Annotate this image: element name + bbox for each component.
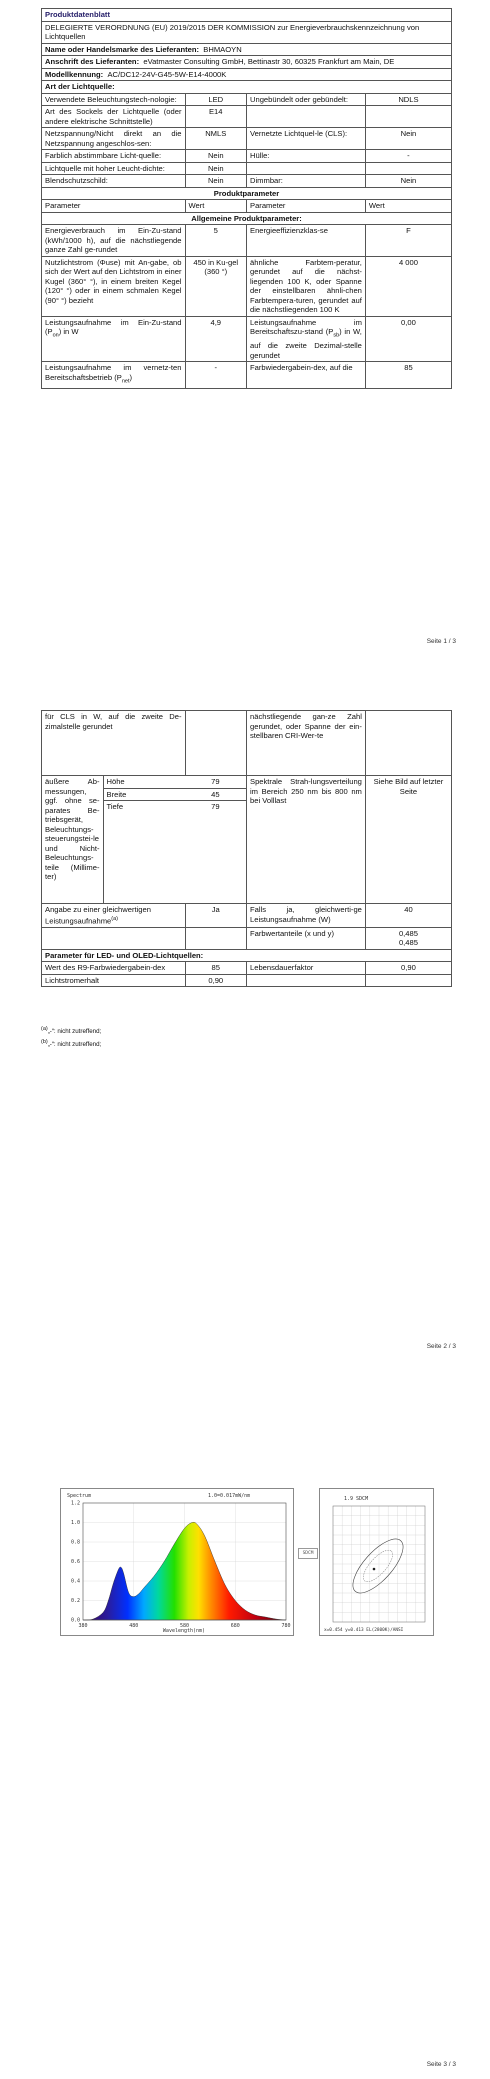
table-row (42, 128, 452, 150)
dimensions-label: äußere Ab-messungen, ggf. ohne se-parates Be-triebsgerät, Beleuchtungs-steuerungstei-le und Nicht-Beleuchtungs-teile (Millime-ter) (42, 776, 104, 904)
chromaticity-values (365, 927, 451, 949)
section-light-source-type: Art der Lichtquelle: (42, 81, 452, 94)
row-value: 5 (185, 225, 247, 257)
spectrum-title: Spectrum (67, 1493, 92, 1499)
power-on-sub: on (52, 332, 59, 339)
spectrum-x-tick-label: 380 (78, 1623, 88, 1629)
row-label: Vernetzte Lichtquel-le (CLS): (247, 128, 366, 150)
row-label: Farblich abstimmbare Licht-quelle: (42, 150, 186, 163)
cie-readout: x=0.454 y=0.413 EL(2800K)/ANSI (324, 1628, 404, 1633)
dimension-name: Breite (104, 788, 185, 801)
table-row (42, 93, 452, 106)
column-header-value: Wert (185, 200, 247, 213)
empty-cell (247, 974, 366, 987)
table-row (42, 362, 452, 389)
lifetime-factor-label: Lebensdauerfaktor (247, 962, 366, 975)
footnote-b (41, 1037, 101, 1050)
table-row (42, 256, 452, 316)
table-row (42, 316, 452, 362)
lumen-maintenance-value: 0,90 (185, 974, 247, 987)
row-label: ähnliche Farbtem-peratur, gerundet auf die nächst-liegenden 100 K, oder Spanne der einstellbaren ähnli-chen Farbtempera-turen, gerundet auf die nächstliegenden 100 K (247, 256, 366, 316)
table-row (42, 225, 452, 257)
spectrum-chart-box (60, 1488, 294, 1636)
row-value: Nein (185, 175, 247, 188)
spectrum-curve (83, 1522, 286, 1620)
cie-measured-point (373, 1568, 376, 1571)
spectrum-y-tick-label: 0.2 (70, 1598, 80, 1605)
address-value: eVatmaster Consulting GmbH, Bettinastr 30, 60325 Frankfurt am Main, DE (143, 57, 395, 66)
empty-cell (42, 927, 186, 949)
standby-sub: sb (333, 332, 340, 339)
row-value: E14 (185, 106, 247, 128)
networked-standby-value: - (185, 362, 247, 389)
macadam-ellipse-outer (345, 1531, 411, 1600)
sdcm-connector-label: SDCM (302, 1551, 314, 1556)
page-number: Seite 3 / 3 (426, 2061, 456, 2068)
spectrum-x-tick-label: 480 (129, 1623, 139, 1629)
row-value: NMLS (185, 128, 247, 150)
power-on-tail: ) in W (58, 327, 79, 336)
standby-tail: ) in W, auf die zweite Dezimal-stelle gerundet (250, 327, 362, 360)
spectrum-y-tick-label: 1.0 (70, 1520, 80, 1527)
networked-tail: ) (129, 372, 133, 382)
dimension-name: Tiefe (106, 802, 124, 811)
chromaticity-x: 0,485 (398, 928, 418, 938)
table-row (42, 150, 452, 163)
row-label: Art des Sockels der Lichtquelle (oder andere elektrische Schnittstelle) (42, 106, 186, 128)
dimensions-table (104, 776, 247, 903)
cie-title: 1.9 SDCM (344, 1496, 369, 1502)
dimension-value: 79 (211, 802, 220, 811)
lumen-maintenance-label: Lichtstromerhalt (42, 974, 186, 987)
row-label: Ungebündelt oder gebündelt: (247, 93, 366, 106)
model-value: AC/DC12-24V-G45-5W-E14-4000K (107, 69, 227, 79)
footnote-mark: (a) (111, 915, 119, 922)
regulation-subtitle: DELEGIERTE VERORDNUNG (EU) 2019/2015 DER KOMMISSION zur Energieverbrauchskennzeichnung von Lichtquellen (42, 21, 452, 43)
row-value: 450 in Ku-gel (360 °) (185, 256, 247, 316)
networked-standby-label (42, 362, 186, 389)
model-label: Modellkennung: (45, 69, 104, 79)
spectrum-y-tick-label: 0.8 (70, 1539, 80, 1546)
table-row (42, 904, 452, 928)
column-header-parameter: Parameter (42, 200, 186, 213)
footnote-text: „-“: nicht zutreffend; (47, 1041, 102, 1049)
row-value: Nein (185, 150, 247, 163)
spectrum-chart (61, 1489, 293, 1635)
networked-text: Leistungsaufnahme im vernetz-ten Bereitschaftsbetrieb (P (45, 363, 182, 382)
cie-grid (333, 1506, 425, 1622)
row-label: Dimmbar: (247, 175, 366, 188)
supplier-brand-row (42, 43, 452, 56)
page-number: Seite 1 / 3 (426, 638, 456, 645)
brand-value: BHMAOYN (203, 44, 242, 54)
continued-cri-value (365, 711, 451, 776)
row-label (247, 162, 366, 175)
spectrum-y-tick-label: 0.4 (70, 1578, 80, 1585)
dimension-row (104, 801, 247, 904)
row-value (365, 162, 451, 175)
table-row (42, 962, 452, 975)
section-product-parameters: Produktparameter (42, 187, 452, 200)
row-label: Lichtquelle mit hoher Leucht-dichte: (42, 162, 186, 175)
power-on-text: Leistungsaufnahme im Ein-Zu-stand (P (45, 317, 182, 336)
row-value: 4 000 (365, 256, 451, 316)
table-row (42, 974, 452, 987)
row-label: Energieeffizienzklas-se (247, 225, 366, 257)
table-row (42, 162, 452, 175)
footnote-mark: (a) (41, 1026, 48, 1032)
page-3 (0, 1401, 490, 2079)
r9-label: Wert des R9-Farbwiedergabein-dex (42, 962, 186, 975)
row-value: Nein (185, 162, 247, 175)
table-row (42, 776, 452, 904)
continued-cri-label: nächstliegende gan-ze Zahl gerundet, oder Spanne der ein-stellbaren CRI-Wer-te (247, 711, 366, 776)
row-label: Netzspannung/Nicht direkt an die Netzspannung angeschlos-sen: (42, 128, 186, 150)
empty-cell (185, 927, 247, 949)
row-value: Nein (365, 175, 451, 188)
standby-text: Leistungsaufnahme im Bereitschaftszu-stand (P (250, 317, 362, 336)
dimension-value: 79 (185, 776, 246, 788)
spectrum-x-label: Wavelength(nm) (162, 1628, 206, 1634)
cri-value: 85 (365, 362, 451, 389)
row-label: Hülle: (247, 150, 366, 163)
spectrum-x-tick-label: 780 (281, 1623, 291, 1629)
column-header-parameter: Parameter (247, 200, 366, 213)
empty-cell (365, 974, 451, 987)
macadam-ellipse-inner (359, 1546, 398, 1586)
spectrum-y-tick-label: 0.0 (70, 1617, 80, 1624)
dimension-name: Höhe (104, 776, 185, 788)
dimension-row (104, 776, 247, 788)
footnote-mark: (b) (41, 1039, 48, 1046)
model-row (42, 68, 452, 81)
page-2 (0, 693, 490, 1366)
column-header-row (42, 200, 452, 213)
row-label: Energieverbrauch im Ein-Zu-stand (kWh/1000 h), auf die nächstliegende ganze Zahl ge-rundet (42, 225, 186, 257)
spectrum-y-tick-label: 0.6 (70, 1559, 80, 1566)
section-led-parameters: Parameter für LED- und OLED-Lichtquellen: (42, 949, 452, 962)
row-label: Nutzlichtstrom (Φuse) mit An-gabe, ob sich der Wert auf den Lichtstrom in einer Kugel (360° °), in einem breiten Kegel (120° °) oder in einem schmalen Kegel (90° °) bezieht (42, 256, 186, 316)
table-row (42, 711, 452, 776)
row-value: - (365, 150, 451, 163)
row-value: NDLS (365, 93, 451, 106)
row-label: Verwendete Beleuchtungstech-nologie: (42, 93, 186, 106)
equivalent-text: Angabe zu einer gleichwertigen Leistungsaufnahme (45, 905, 151, 926)
continued-value (185, 711, 247, 776)
datasheet-table-page2 (41, 710, 452, 987)
footnotes (41, 1024, 101, 1050)
footnote-text: „-“: nicht zutreffend; (47, 1028, 102, 1036)
cri-label: Farbwiedergabein-dex, auf die (247, 362, 366, 389)
row-value: Nein (365, 128, 451, 150)
address-label: Anschrift des Lieferanten: (45, 57, 140, 66)
page-title: Produktdatenblatt (42, 9, 452, 22)
spectrum-y-ticks (71, 1501, 80, 1624)
lifetime-factor-value: 0,90 (365, 962, 451, 975)
equivalent-power-claim-label (42, 904, 186, 928)
sdcm-connector (298, 1548, 318, 1559)
page-number: Seite 2 / 3 (426, 1343, 456, 1350)
row-label (247, 106, 366, 128)
footnote-a (41, 1024, 101, 1037)
spectral-label: Spektrale Strah-lungsverteilung im Bereich 250 nm bis 800 nm bei Volllast (247, 776, 366, 904)
standby-label (247, 316, 366, 362)
equivalent-power-value: 40 (365, 904, 451, 928)
row-value: LED (185, 93, 247, 106)
column-header-value: Wert (365, 200, 451, 213)
row-value: F (365, 225, 451, 257)
spectrum-x-tick-label: 580 (179, 1623, 190, 1629)
equivalent-power-claim-value: Ja (185, 904, 247, 928)
power-on-label (42, 316, 186, 362)
cie-chart (320, 1489, 433, 1635)
supplier-address-row (42, 56, 452, 69)
brand-label: Name oder Handelsmarke des Lieferanten: (45, 44, 200, 54)
chromaticity-y: 0,485 (398, 938, 418, 948)
r9-value: 85 (185, 962, 247, 975)
networked-sub: net (121, 378, 130, 385)
row-label: Blendschutzschild: (42, 175, 186, 188)
row-value (365, 106, 451, 128)
spectrum-y-tick-label: 1.2 (70, 1500, 80, 1507)
table-row (42, 106, 452, 128)
spectral-value: Siehe Bild auf letzter Seite (365, 776, 451, 904)
standby-value: 0,00 (365, 316, 451, 362)
cie-chart-box (319, 1488, 434, 1636)
datasheet-table-page1 (41, 8, 452, 389)
spectrum-readout: 1.0=0.017mW/nm (208, 1493, 251, 1499)
table-row (42, 175, 452, 188)
spectrum-x-tick-label: 680 (230, 1623, 240, 1629)
table-row (42, 927, 452, 949)
dimension-value: 45 (185, 788, 246, 801)
continued-label: für CLS in W, auf die zweite De-zimalstelle gerundet (42, 711, 186, 776)
equivalent-power-label: Falls ja, gleichwerti-ge Leistungsaufnahme (W) (247, 904, 366, 928)
chromaticity-label: Farbwertanteile (x und y) (247, 927, 366, 949)
dimensions-cell (103, 776, 247, 904)
page-1 (0, 0, 490, 655)
section-general-parameters: Allgemeine Produktparameter: (42, 212, 452, 225)
power-on-value: 4,9 (185, 316, 247, 362)
dimension-row (104, 788, 247, 801)
